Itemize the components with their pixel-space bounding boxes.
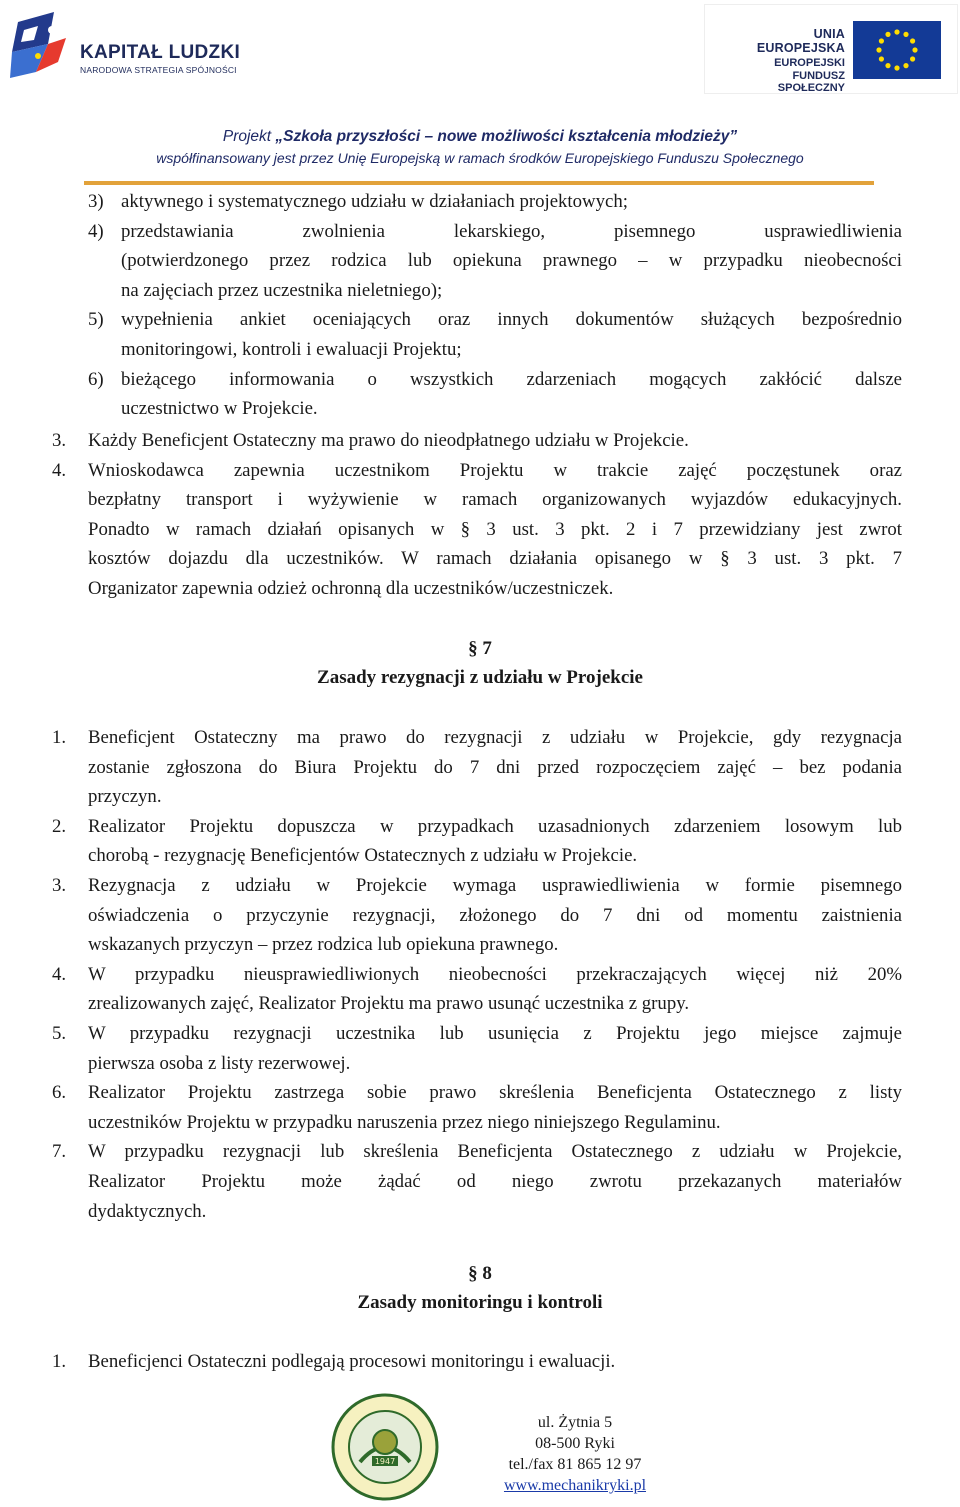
rule-point-line: Każdy Beneficjent Ostateczny ma prawo do nieodpłatnego udziału w Projekcie. (88, 430, 689, 451)
section-7-item-number: 5. (52, 1023, 67, 1044)
header-rule (84, 181, 874, 185)
section-7-title: Zasady rezygnacji z udziału w Projekcie (317, 667, 643, 688)
section-7-item-line: Realizator Projektu zastrzega sobie prawo skreślenia Beneficjenta Ostatecznego z listy (88, 1082, 902, 1104)
rule-point-line: bezpłatny transport i wyżywienie w ramach organizowanych wyjazdów edukacyjnych. (88, 489, 902, 511)
section-7-item-line: Beneficjent Ostateczny ma prawo do rezygnacji z udziału w Projekcie, gdy rezygnacja (88, 727, 902, 748)
page-header (0, 0, 960, 185)
section-7-item-line: dydaktycznych. (88, 1200, 207, 1222)
obligation-number: 3) (88, 191, 104, 212)
section-8-item-line: Beneficjenci Ostateczni podlegają procesowi monitoringu i ewaluacji. (88, 1351, 616, 1372)
rule-point-number: 3. (52, 430, 67, 451)
obligation-line: bieżącego informowania o wszystkich zdarzeniach mogących zakłócić dalsze (121, 368, 902, 390)
obligation-number: 5) (88, 309, 104, 331)
eu-line3: FUNDUSZ SPOŁECZNY (777, 70, 845, 94)
rule-point-number: 4. (52, 459, 67, 481)
section-7-item-number: 1. (52, 727, 67, 748)
section-7-item-line: oświadczenia o przyczynie rezygnacji, złożonego do 7 dni od momentu zaistnienia (88, 904, 902, 926)
section-7-item-number: 7. (52, 1141, 67, 1163)
rule-point-line: Ponadto w ramach działań opisanych w § 3 ust. 3 pkt. 2 i 7 przewidziany jest zwrot (88, 518, 902, 540)
section-7-item-line: zrealizowanych zajęć, Realizator Projektu ma prawo usunąć uczestnika z grupy. (88, 993, 690, 1015)
section-7-item-line: W przypadku rezygnacji uczestnika lub usunięcia z Projektu jego miejsce zajmuje (88, 1023, 902, 1044)
section-7-item-line: uczestników Projektu w przypadku naruszenia przez niego niniejszego Regulaminu. (88, 1111, 721, 1133)
section-7-item-number: 6. (52, 1082, 67, 1104)
section-7-item-line: Realizator Projektu dopuszcza w przypadkach uzasadnionych zdarzeniem losowym lub (88, 815, 902, 837)
footer-address (480, 1412, 670, 1496)
section-7-item-line: zostanie zgłoszona do Biura Projektu do 7 dni przed rozpoczęciem zajęć – bez podania (88, 756, 902, 778)
obligation-line: uczestnictwo w Projekcie. (121, 398, 318, 420)
section-7-item-line: wskazanych przyczyn – przez rodzica lub opiekuna prawnego. (88, 934, 559, 956)
obligation-line: przedstawiania zwolnienia lekarskiego, pisemnego usprawiedliwienia (121, 220, 902, 242)
kl-subtitle: NARODOWA STRATEGIA SPÓJNOŚCI (80, 65, 237, 75)
kl-title: KAPITAŁ LUDZKI (80, 42, 241, 63)
rule-point-line: Organizator zapewnia odzież ochronną dla uczestników/uczestniczek. (88, 578, 614, 599)
footer-website-link[interactable]: www.mechanikryki.pl (503, 1477, 647, 1494)
obligation-line: na zajęciach przez uczestnika nieletniego); (121, 279, 443, 301)
eu-logo (704, 4, 958, 94)
kapital-ludzki-logo (8, 8, 248, 88)
obligation-number: 6) (88, 368, 104, 390)
section-7-item-line: Realizator Projektu może żądać od niego zwrotu przekazanych materiałów (88, 1171, 902, 1192)
obligation-line: monitoringowi, kontroli i ewaluacji Projektu; (121, 339, 462, 360)
footer-street: ul. Żytnia 5 (537, 1414, 613, 1431)
section-7-item-line: W przypadku rezygnacji lub skreślenia Beneficjenta Ostatecznego z udziału w Projekcie, (88, 1141, 902, 1163)
section-7-item-number: 3. (52, 875, 67, 896)
project-title (0, 128, 960, 146)
section-7-item-line: W przypadku nieusprawiedliwionych nieobecności przekraczających więcej niż 20% (88, 963, 902, 985)
obligation-line: aktywnego i systematycznego udziału w działaniach projektowych; (121, 191, 628, 212)
eu-line2: EUROPEJSKI (774, 57, 845, 69)
obligation-line: (potwierdzonego przez rodzica lub opiekuna prawnego – w przypadku nieobecności (121, 250, 902, 272)
section-7-item-line: Rezygnacja z udziału w Projekcie wymaga usprawiedliwienia w formie pisemnego (88, 875, 902, 896)
section-7-number: § 7 (468, 638, 492, 659)
footer-phone: tel./fax 81 865 12 97 (508, 1456, 642, 1473)
section-7-item-number: 2. (52, 815, 67, 837)
project-prefix: Projekt (222, 128, 276, 145)
section-7-item-line: chorobą - rezygnację Beneficjentów Ostatecznych z udziału w Projekcie. (88, 845, 638, 867)
footer-postal: 08-500 Ryki (535, 1435, 615, 1452)
cofinance-note: współfinansowany jest przez Unię Europejską w ramach środków Europejskiego Funduszu Społecznego (156, 150, 804, 166)
obligation-number: 4) (88, 220, 104, 242)
section-7-item-line: przyczyn. (88, 786, 162, 808)
kapital-ludzki-emblem-icon (8, 8, 70, 86)
section-8-number: § 8 (468, 1263, 492, 1284)
project-name: „Szkoła przyszłości – nowe możliwości kształcenia młodzieży” (275, 128, 738, 145)
school-emblem-icon (330, 1392, 440, 1502)
section-8-title: Zasady monitoringu i kontroli (357, 1292, 603, 1313)
section-7-item-line: pierwsza osoba z listy rezerwowej. (88, 1052, 351, 1074)
section-7-item-number: 4. (52, 963, 67, 985)
eu-line1: UNIA EUROPEJSKA (756, 27, 845, 55)
rule-point-line: Wnioskodawca zapewnia uczestnikom Projektu w trakcie zajęć poczęstunek oraz (88, 459, 902, 481)
section-8-item-number: 1. (52, 1351, 67, 1372)
rule-point-line: kosztów dojazdu dla uczestników. W ramach działania opisanego w § 3 ust. 3 pkt. 7 (88, 548, 902, 570)
eu-flag-icon (853, 21, 941, 79)
obligation-line: wypełnienia ankiet oceniających oraz innych dokumentów służących bezpośrednio (121, 309, 902, 331)
school-emblem-year: 1947 (374, 1457, 396, 1466)
